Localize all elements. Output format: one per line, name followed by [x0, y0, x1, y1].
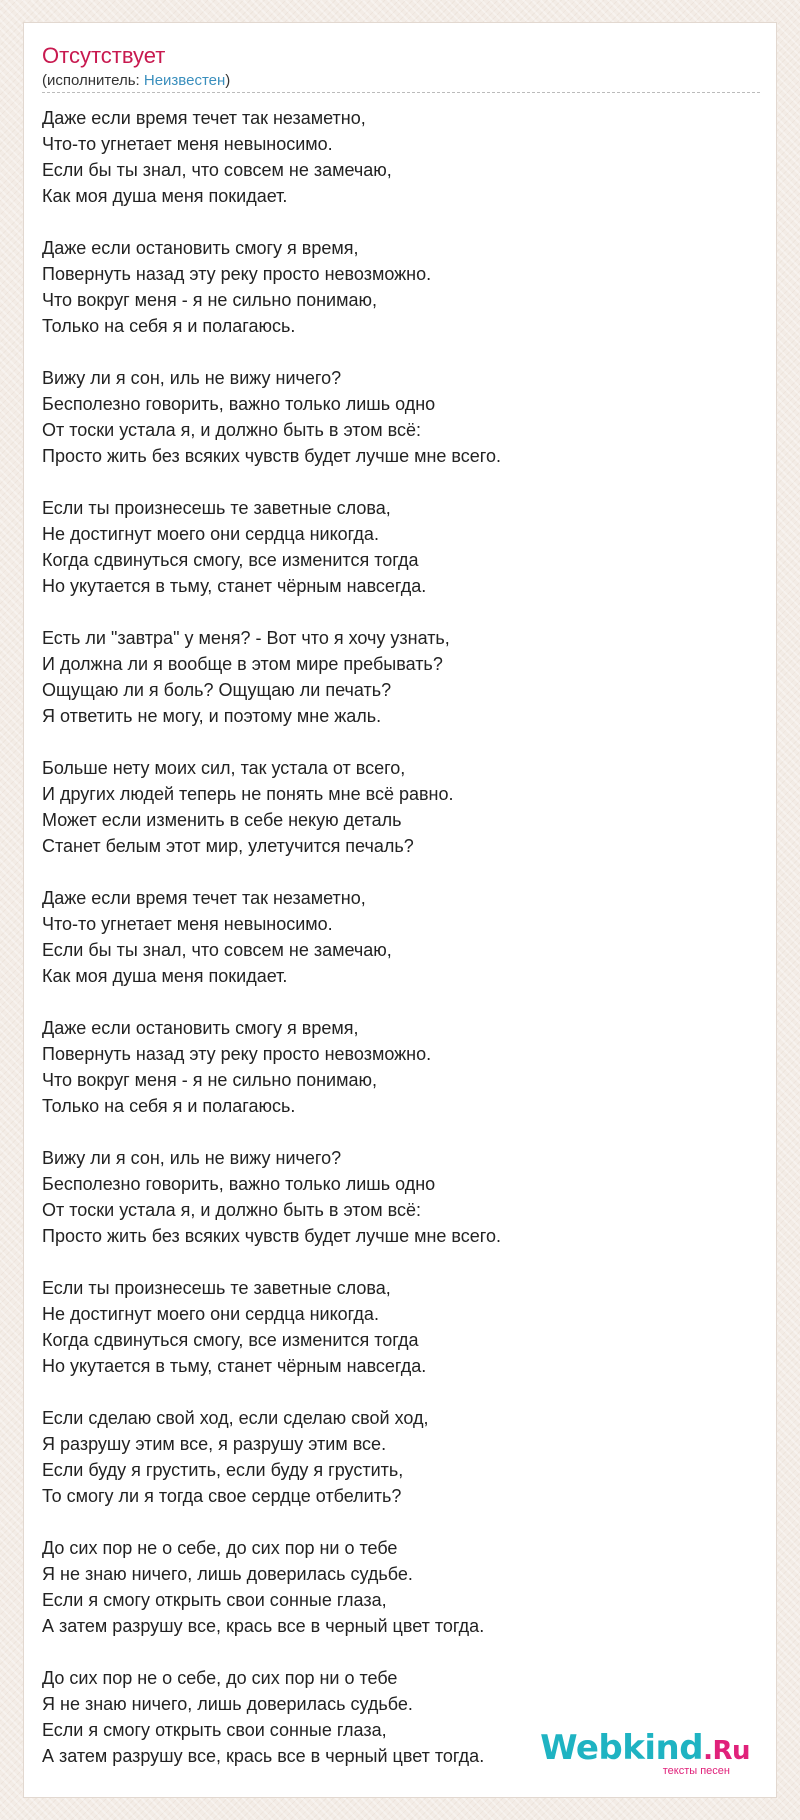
- lyrics-line: Я не знаю ничего, лишь доверилась судьбе.: [42, 1564, 413, 1584]
- lyrics-line: И должна ли я вообще в этом мире пребывать?: [42, 654, 443, 674]
- lyrics-line: Если я смогу открыть свои сонные глаза,: [42, 1720, 387, 1740]
- lyrics-line: Если ты произнесешь те заветные слова,: [42, 1278, 391, 1298]
- artist-link[interactable]: Неизвестен: [143, 72, 226, 89]
- lyrics-stanza: [42, 235, 742, 339]
- lyrics-line: Если я смогу открыть свои сонные глаза,: [42, 1590, 387, 1610]
- lyrics-stanza: [42, 755, 742, 859]
- site-logo[interactable]: [540, 1730, 750, 1777]
- lyrics-line: Станет белым этот мир, улетучится печаль?: [42, 836, 414, 856]
- lyrics-line: И других людей теперь не понять мне всё равно.: [42, 784, 454, 804]
- lyrics-line: Бесполезно говорить, важно только лишь одно: [42, 1174, 436, 1194]
- lyrics-line: Как моя душа меня покидает.: [42, 186, 288, 206]
- lyrics-line: Повернуть назад эту реку просто невозможно.: [42, 264, 432, 284]
- lyrics-line: До сих пор не о себе, до сих пор ни о тебе: [42, 1668, 398, 1688]
- lyrics-line: Только на себя я и полагаюсь.: [42, 316, 296, 336]
- lyrics-line: От тоски устала я, и должно быть в этом всё:: [42, 1200, 422, 1220]
- lyrics-line: Если сделаю свой ход, если сделаю свой ход,: [42, 1408, 429, 1428]
- lyrics-stanza: [42, 625, 742, 729]
- lyrics-line: А затем разрушу все, крась все в черный цвет тогда.: [42, 1616, 485, 1636]
- lyrics-line: Если буду я грустить, если буду я грустить,: [42, 1460, 404, 1480]
- artist-line: [42, 72, 230, 90]
- lyrics-line: Даже если остановить смогу я время,: [42, 238, 359, 258]
- lyrics-line: Когда сдвинуться смогу, все изменится тогда: [42, 550, 419, 570]
- lyrics-line: Но укутается в тьму, станет чёрным навсегда.: [42, 1356, 427, 1376]
- artist-prefix: (исполнитель:: [42, 72, 144, 89]
- lyrics-line: Ощущаю ли я боль? Ощущаю ли печать?: [42, 680, 392, 700]
- lyrics-line: Что вокруг меня - я не сильно понимаю,: [42, 1070, 377, 1090]
- lyrics-line: Что-то угнетает меня невыносимо.: [42, 134, 333, 154]
- lyrics-line: Когда сдвинуться смогу, все изменится тогда: [42, 1330, 419, 1350]
- lyrics-line: Бесполезно говорить, важно только лишь одно: [42, 394, 436, 414]
- artist-suffix: ): [225, 72, 231, 89]
- lyrics-text: [42, 105, 742, 1795]
- lyrics-line: Не достигнут моего они сердца никогда.: [42, 1304, 379, 1324]
- lyrics-line: Даже если остановить смогу я время,: [42, 1018, 359, 1038]
- lyrics-line: Только на себя я и полагаюсь.: [42, 1096, 296, 1116]
- lyrics-stanza: [42, 1015, 742, 1119]
- lyrics-line: Я не знаю ничего, лишь доверилась судьбе.: [42, 1694, 413, 1714]
- lyrics-line: Вижу ли я сон, иль не вижу ничего?: [42, 368, 342, 388]
- song-title: Отсутствует: [42, 43, 166, 68]
- lyrics-line: Если бы ты знал, что совсем не замечаю,: [42, 160, 392, 180]
- lyrics-stanza: [42, 105, 742, 209]
- lyrics-line: До сих пор не о себе, до сих пор ни о тебе: [42, 1538, 398, 1558]
- lyrics-card: [23, 22, 777, 1798]
- lyrics-stanza: [42, 1145, 742, 1249]
- lyrics-line: Но укутается в тьму, станет чёрным навсегда.: [42, 576, 427, 596]
- logo-wordmark: [540, 1730, 750, 1769]
- title-divider: [42, 92, 760, 93]
- lyrics-line: Даже если время течет так незаметно,: [42, 108, 366, 128]
- lyrics-line: А затем разрушу все, крась все в черный цвет тогда.: [42, 1746, 485, 1766]
- lyrics-line: Больше нету моих сил, так устала от всего,: [42, 758, 406, 778]
- logo-name: Webkind: [540, 1728, 704, 1768]
- lyrics-line: Я ответить не могу, и поэтому мне жаль.: [42, 706, 382, 726]
- lyrics-stanza: [42, 885, 742, 989]
- lyrics-line: Просто жить без всяких чувств будет лучше мне всего.: [42, 1226, 501, 1246]
- lyrics-line: Если бы ты знал, что совсем не замечаю,: [42, 940, 392, 960]
- lyrics-line: Вижу ли я сон, иль не вижу ничего?: [42, 1148, 342, 1168]
- lyrics-line: Что вокруг меня - я не сильно понимаю,: [42, 290, 377, 310]
- lyrics-line: Даже если время течет так незаметно,: [42, 888, 366, 908]
- lyrics-line: Просто жить без всяких чувств будет лучше мне всего.: [42, 446, 501, 466]
- lyrics-line: Может если изменить в себе некую деталь: [42, 810, 402, 830]
- lyrics-line: Я разрушу этим все, я разрушу этим все.: [42, 1434, 387, 1454]
- lyrics-stanza: [42, 365, 742, 469]
- lyrics-line: Как моя душа меня покидает.: [42, 966, 288, 986]
- lyrics-stanza: [42, 495, 742, 599]
- lyrics-line: Повернуть назад эту реку просто невозможно.: [42, 1044, 432, 1064]
- lyrics-stanza: [42, 1405, 742, 1509]
- lyrics-stanza: [42, 1275, 742, 1379]
- lyrics-line: Есть ли "завтра" у меня? - Вот что я хочу узнать,: [42, 628, 450, 648]
- logo-domain: .Ru: [703, 1736, 750, 1766]
- lyrics-line: Что-то угнетает меня невыносимо.: [42, 914, 333, 934]
- lyrics-line: Не достигнут моего они сердца никогда.: [42, 524, 379, 544]
- lyrics-line: От тоски устала я, и должно быть в этом всё:: [42, 420, 422, 440]
- lyrics-line: Если ты произнесешь те заветные слова,: [42, 498, 391, 518]
- lyrics-stanza: [42, 1535, 742, 1639]
- logo-tagline: тексты песен: [662, 1765, 730, 1777]
- lyrics-line: То смогу ли я тогда свое сердце отбелить?: [42, 1486, 402, 1506]
